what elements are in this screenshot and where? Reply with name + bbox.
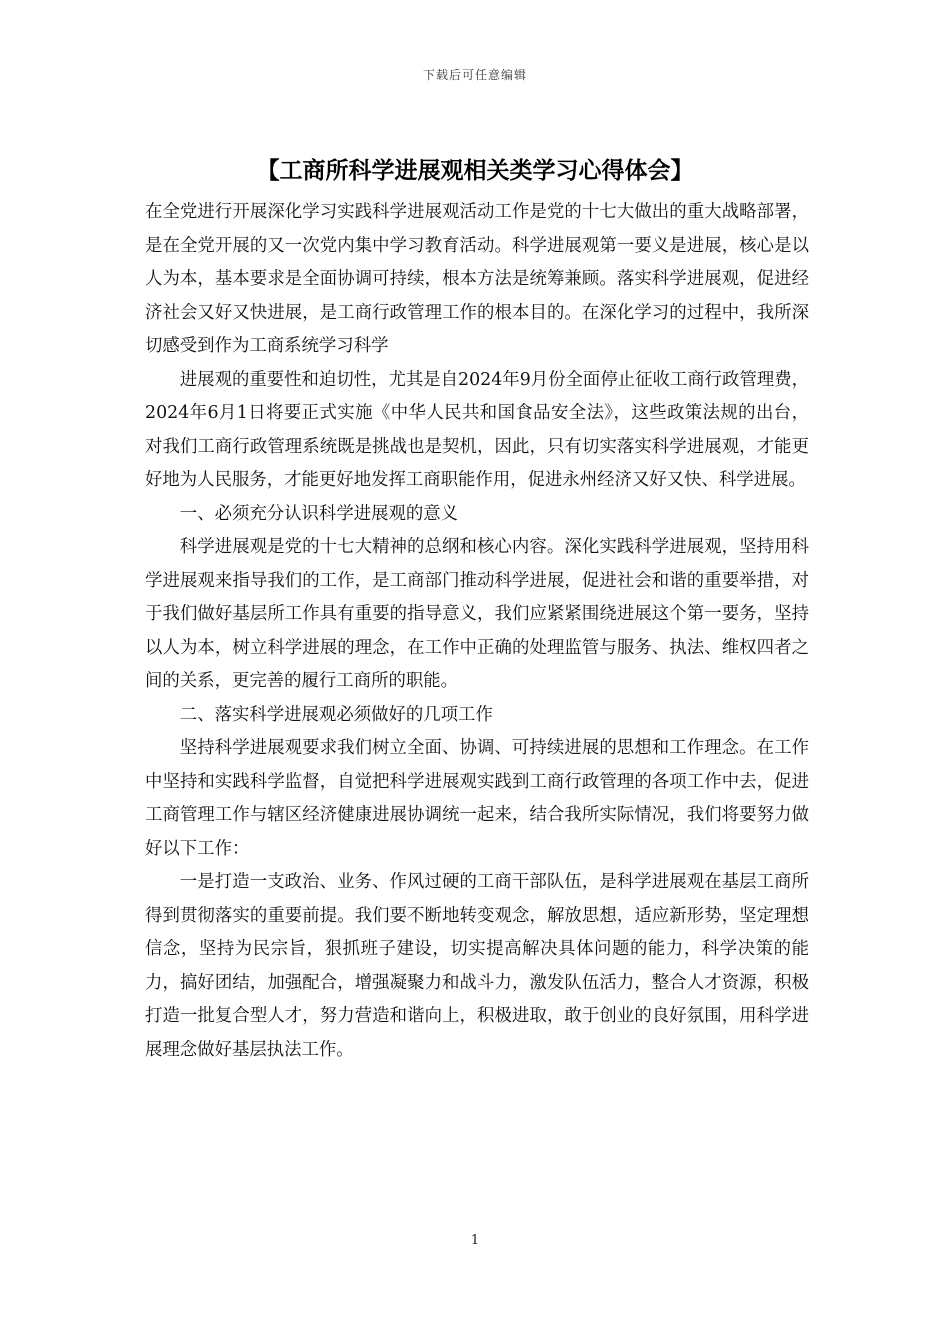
paragraph-5: 一是打造一支政治、业务、作风过硬的工商干部队伍，是科学进展观在基层工商所得到贯彻落实的重要前提。我们要不断地转变观念，解放思想，适应新形势，坚定理想信念，坚持为民宗旨，狠抓班子建设，切实提高解决具体问题的能力，科学决策的能力，搞好团结，加强配合，增强凝聚力和战斗力，激发队伍活力，整合人才资源，积极打造一批复合型人才，努力营造和谐向上，积极进取，敢于创业的良好氛围，用科学进展理念做好基层执法工作。 xyxy=(145,872,809,1060)
paragraph-3: 科学进展观是党的十七大精神的总纲和核心内容。深化实践科学进展观，坚持用科学进展观来指导我们的工作，是工商部门推动科学进展，促进社会和谐的重要举措，对于我们做好基层所工作具有重要的指导意义，我们应紧紧围绕进展这个第一要务，坚持以人为本，树立科学进展的理念，在工作中正确的处理监管与服务、执法、维权四者之间的关系，更完善的履行工商所的职能。 xyxy=(145,537,809,691)
document-title: 【工商所科学进展观相关类学习心得体会】 xyxy=(256,158,694,184)
paragraph-2: 进展观的重要性和迫切性，尤其是自2024年9月份全面停止征收工商行政管理费，2024年6月1日将要正式实施《中华人民共和国食品安全法》，这些政策法规的出台，对我们工商行政管理系统既是挑战也是契机，因此，只有切实落实科学进展观，才能更好地为人民服务，才能更好地发挥工商职能作用，促进永州经济又好又快、科学进展。 xyxy=(145,369,810,490)
document-body xyxy=(145,196,809,1067)
section-heading-1: 一、必须充分认识科学进展观的意义 xyxy=(179,503,459,524)
page-header: 下载后可任意编辑 xyxy=(422,68,527,82)
paragraph-4: 坚持科学进展观要求我们树立全面、协调、可持续进展的思想和工作理念。在工作中坚持和实践科学监督，自觉把科学进展观实践到工商行政管理的各项工作中去，促进工商管理工作与辖区经济健康进展协调统一起来，结合我所实际情况，我们将要努力做好以下工作： xyxy=(145,738,809,859)
page-number: 1 xyxy=(470,1233,480,1248)
section-heading-2: 二、落实科学进展观必须做好的几项工作 xyxy=(179,704,493,725)
paragraph-1: 在全党进行开展深化学习实践科学进展观活动工作是党的十七大做出的重大战略部署，是在全党开展的又一次党内集中学习教育活动。科学进展观第一要义是进展，核心是以人为本，基本要求是全面协调可持续，根本方法是统筹兼顾。落实科学进展观，促进经济社会又好又快进展，是工商行政管理工作的根本目的。在深化学习的过程中，我所深切感受到作为工商系统学习科学 xyxy=(145,202,809,356)
